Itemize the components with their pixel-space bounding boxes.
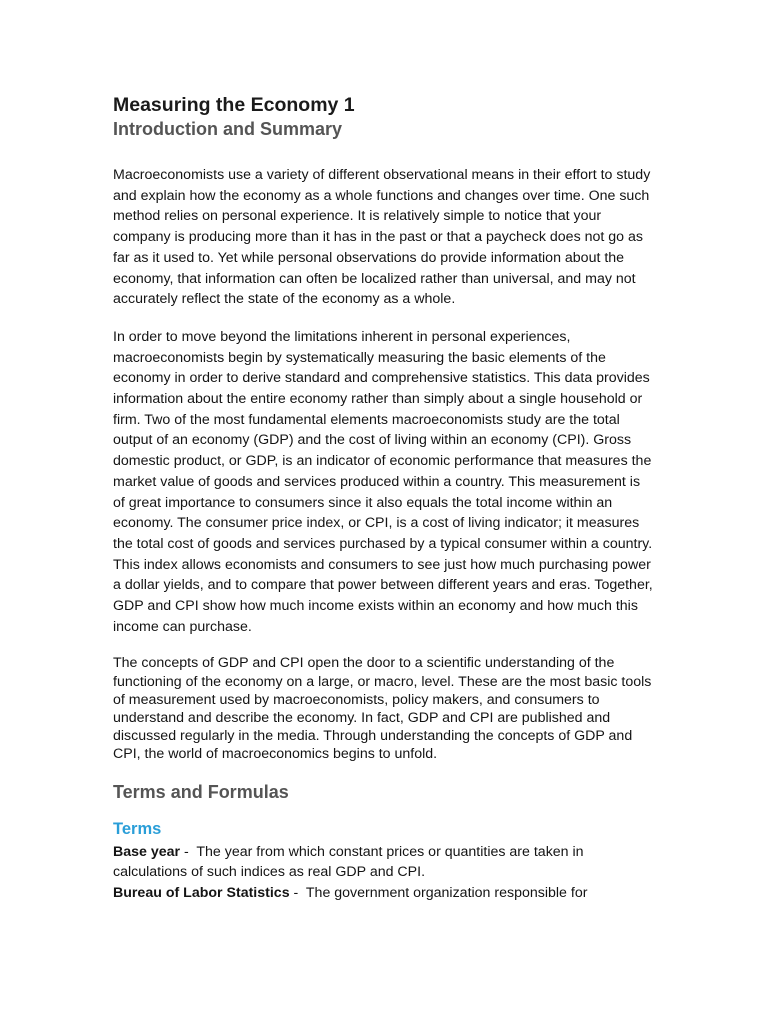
term-name: Base year — [113, 843, 181, 860]
document-title: Measuring the Economy 1 — [113, 94, 355, 116]
document-page — [113, 93, 653, 904]
section-heading-terms-and-formulas: Terms and Formulas — [113, 781, 289, 802]
intro-paragraph-3: The concepts of GDP and CPI open the door to a scientific understanding of the functioning of the economy on a large, or macro, level. These are the most basic tools of measurement used by macroeconomists, policy makers, and consumers to understand and describe the economy. In fact, GDP and CPI are published and discussed regularly in the media. Through understanding the concepts of GDP and CPI, the world of macroeconomics begins to unfold. — [113, 655, 652, 763]
terms-heading: Terms — [113, 819, 162, 838]
document-subtitle: Introduction and Summary — [113, 119, 343, 139]
term-separator: - — [180, 843, 193, 860]
term-definition: The government organization responsible for — [305, 885, 588, 902]
term-name: Bureau of Labor Statistics — [113, 885, 290, 902]
intro-paragraph-1: Macroeconomists use a variety of different observational means in their effort to study and explain how the economy as a whole functions and changes over time. One such method relies on personal experience. It is relatively simple to notice that your company is producing more than it has in the past or that a paycheck does not go as far as it used to. Yet while personal observations do provide information about the economy, that information can often be localized rather than universal, and may not accurately reflect the state of the economy as a whole. — [113, 167, 651, 308]
term-definition: The year from which constant prices or quantities are taken in calculations of such indices as real GDP and CPI. — [113, 843, 584, 881]
intro-paragraph-2: In order to move beyond the limitations inherent in personal experiences, macroeconomists begin by systematically measuring the basic elements of the economy in order to derive standard and comprehensive statistics. This data provides information about the entire economy rather than simply about a single household or firm. Two of the most fundamental elements macroeconomists study are the total output of an economy (GDP) and the cost of living within an economy (CPI). Gross domestic product, or GDP, is an indicator of economic performance that measures the market value of goods and services produced within a country. This measurement is of great importance to consumers since it also equals the total income within an economy. The consumer price index, or CPI, is a cost of living indicator; it measures the total cost of goods and services purchased by a typical consumer within a country. This index allows economists and consumers to see just how much purchasing power a dollar yields, and to compare that power between different years and eras. Together, GDP and CPI show how much income exists within an economy and how much this income can purchase. — [113, 328, 653, 635]
term-entry-base-year — [113, 842, 653, 884]
term-entry-bureau-of-labor-statistics — [113, 883, 653, 904]
term-separator: - — [289, 885, 303, 902]
